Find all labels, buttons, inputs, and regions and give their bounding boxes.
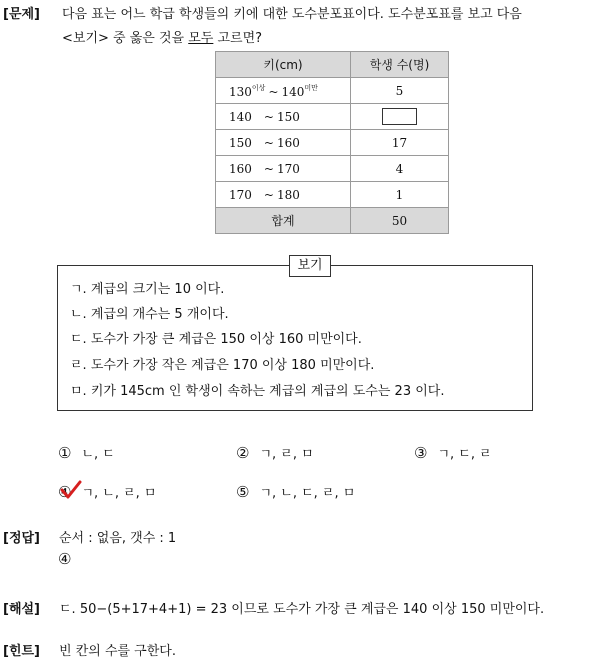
bogi-item: ㄹ. 도수가 가장 작은 계급은 170 이상 180 미만이다. bbox=[70, 358, 375, 373]
choice-1[interactable]: ① ㄴ, ㄷ bbox=[58, 444, 115, 462]
header-count: 학생 수(명) bbox=[351, 52, 449, 78]
table-row bbox=[216, 182, 449, 208]
explanation-text: ㄷ. 50−(5+17+4+1) = 23 이므로 도수가 가장 큰 계급은 140 이상 150 미만이다. bbox=[59, 602, 545, 617]
problem-text-line2 bbox=[62, 27, 262, 46]
total-value: 50 bbox=[351, 208, 449, 234]
explanation-label: [해설] bbox=[3, 602, 40, 617]
class-range: 160 ~ 170 bbox=[216, 156, 351, 182]
class-range: 150 ~ 160 bbox=[216, 130, 351, 156]
problem-text-emphasis: 모두 bbox=[188, 31, 214, 46]
checkmark-icon bbox=[60, 480, 82, 500]
table-total-row bbox=[216, 208, 449, 234]
table-row bbox=[216, 156, 449, 182]
class-range: 170 ~ 180 bbox=[216, 182, 351, 208]
choice-5[interactable]: ⑤ ㄱ, ㄴ, ㄷ, ㄹ, ㅁ bbox=[236, 483, 356, 501]
table-row bbox=[216, 104, 449, 130]
problem-label: [문제] bbox=[3, 7, 40, 22]
table-header-row bbox=[216, 52, 449, 78]
table-row bbox=[216, 78, 449, 104]
choice-2[interactable]: ② ㄱ, ㄹ, ㅁ bbox=[236, 444, 314, 462]
blank-cell bbox=[351, 104, 449, 130]
class-count: 4 bbox=[351, 156, 449, 182]
choice-4[interactable]: ④ ㄱ, ㄴ, ㄹ, ㅁ bbox=[58, 483, 157, 501]
bogi-item: ㄱ. 계급의 크기는 10 이다. bbox=[70, 282, 225, 297]
bogi-item: ㄴ. 계급의 개수는 5 개이다. bbox=[70, 307, 229, 322]
table-row bbox=[216, 130, 449, 156]
answer-label: [정답] bbox=[3, 531, 40, 546]
total-label: 합계 bbox=[216, 208, 351, 234]
class-range: $130^{이상}$ ~ $140^{미만}$ bbox=[216, 78, 351, 104]
hint-text: 빈 칸의 수를 구한다. bbox=[59, 644, 176, 659]
answer-value: ④ bbox=[58, 550, 72, 568]
class-range: 140 ~ 150 bbox=[216, 104, 351, 130]
class-count: 17 bbox=[351, 130, 449, 156]
class-count: 1 bbox=[351, 182, 449, 208]
bogi-item: ㅁ. 키가 145cm 인 학생이 속하는 계급의 계급의 도수는 23 이다. bbox=[70, 384, 445, 399]
header-height: 키(cm) bbox=[216, 52, 351, 78]
bogi-title: 보기 bbox=[289, 255, 331, 277]
problem-text-post: 고르면? bbox=[213, 31, 263, 46]
problem-text-line1: 다음 표는 어느 학급 학생들의 키에 대한 도수분포표이다. 도수분포표를 보고 다음 bbox=[62, 7, 522, 22]
problem-text-pre: <보기> 중 옳은 것을 bbox=[62, 31, 189, 46]
answer-meta: 순서 : 없음, 갯수 : 1 bbox=[59, 531, 177, 546]
hint-label: [힌트] bbox=[3, 644, 40, 659]
choice-3[interactable]: ③ ㄱ, ㄷ, ㄹ bbox=[414, 444, 492, 462]
class-count: 5 bbox=[351, 78, 449, 104]
bogi-item: ㄷ. 도수가 가장 큰 계급은 150 이상 160 미만이다. bbox=[70, 332, 362, 347]
blank-box bbox=[382, 108, 417, 125]
frequency-table bbox=[215, 51, 449, 234]
